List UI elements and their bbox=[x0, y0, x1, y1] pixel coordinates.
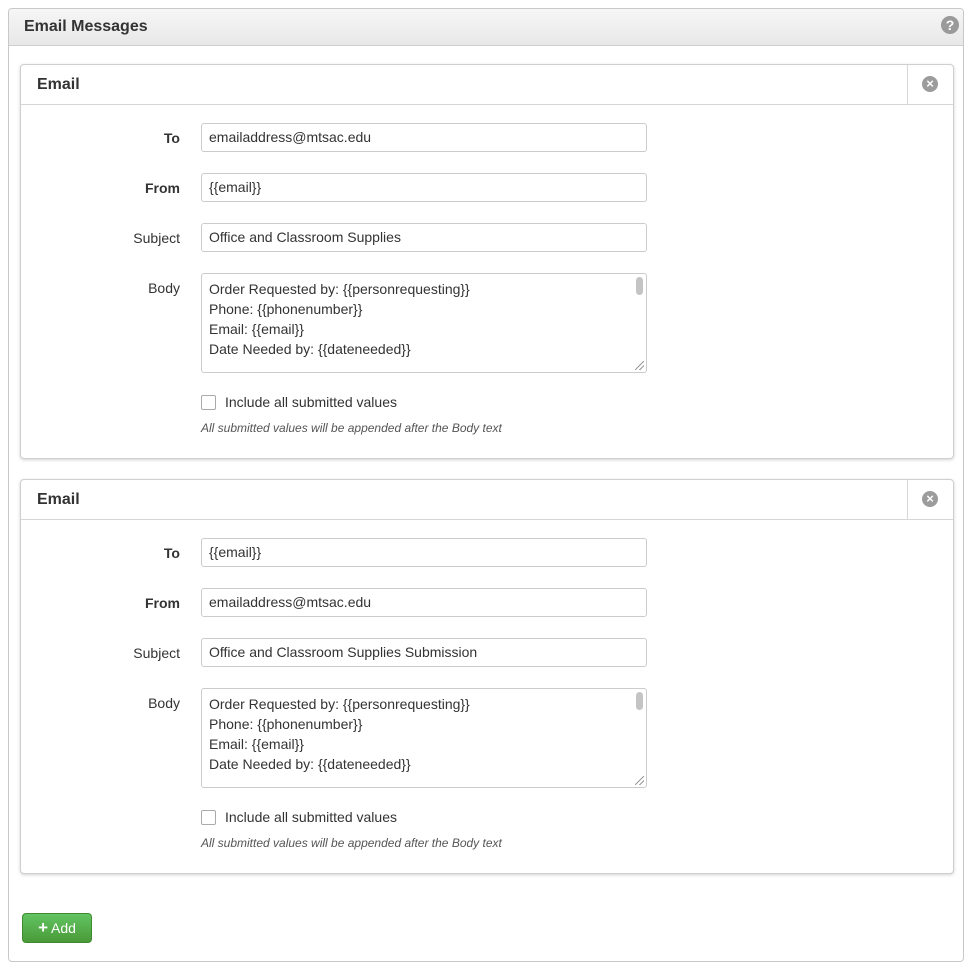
email-card bbox=[20, 479, 954, 874]
to-label: To bbox=[163, 130, 180, 146]
panel-header bbox=[9, 9, 963, 46]
email-messages-panel bbox=[8, 8, 964, 962]
to-input[interactable]: {{email}} bbox=[201, 538, 647, 567]
body-line: Date Needed by: {{dateneeded}} bbox=[209, 341, 411, 357]
remove-email-button[interactable] bbox=[907, 480, 953, 519]
include-help-text: All submitted values will be appended after the Body text bbox=[201, 836, 502, 850]
include-all-checkbox[interactable] bbox=[201, 395, 216, 410]
subject-label: Subject bbox=[133, 645, 180, 661]
remove-email-button[interactable] bbox=[907, 65, 953, 104]
body-line: Email: {{email}} bbox=[209, 321, 304, 337]
include-help-text: All submitted values will be appended after the Body text bbox=[201, 421, 502, 435]
close-icon: × bbox=[922, 76, 938, 92]
body-line: Order Requested by: {{personrequesting}} bbox=[209, 696, 470, 712]
body-textarea[interactable] bbox=[201, 688, 647, 788]
help-icon[interactable]: ? bbox=[941, 16, 959, 34]
textarea-scrollbar[interactable] bbox=[636, 692, 643, 710]
include-all-label[interactable]: Include all submitted values bbox=[225, 394, 397, 410]
add-email-button[interactable] bbox=[22, 913, 92, 943]
body-line: Email: {{email}} bbox=[209, 736, 304, 752]
email-card-title: Email bbox=[37, 76, 80, 93]
email-card bbox=[20, 64, 954, 459]
body-label: Body bbox=[148, 280, 180, 296]
from-input[interactable]: emailaddress@mtsac.edu bbox=[201, 588, 647, 617]
resize-grip-icon[interactable] bbox=[635, 361, 644, 370]
include-all-label[interactable]: Include all submitted values bbox=[225, 809, 397, 825]
body-textarea[interactable] bbox=[201, 273, 647, 373]
from-label: From bbox=[145, 180, 180, 196]
to-input[interactable]: emailaddress@mtsac.edu bbox=[201, 123, 647, 152]
subject-label: Subject bbox=[133, 230, 180, 246]
add-button-label: Add bbox=[51, 920, 76, 936]
body-line: Phone: {{phonenumber}} bbox=[209, 716, 363, 732]
to-label: To bbox=[163, 545, 180, 561]
email-card-header bbox=[21, 480, 953, 520]
include-all-checkbox[interactable] bbox=[201, 810, 216, 825]
close-icon: × bbox=[922, 491, 938, 507]
from-label: From bbox=[145, 595, 180, 611]
plus-icon: + bbox=[38, 918, 48, 937]
subject-input[interactable]: Office and Classroom Supplies bbox=[201, 223, 647, 252]
panel-title: Email Messages bbox=[24, 18, 148, 35]
email-card-title: Email bbox=[37, 491, 80, 508]
resize-grip-icon[interactable] bbox=[635, 776, 644, 785]
email-card-header bbox=[21, 65, 953, 105]
body-label: Body bbox=[148, 695, 180, 711]
body-line: Phone: {{phonenumber}} bbox=[209, 301, 363, 317]
textarea-scrollbar[interactable] bbox=[636, 277, 643, 295]
body-line: Date Needed by: {{dateneeded}} bbox=[209, 756, 411, 772]
from-input[interactable]: {{email}} bbox=[201, 173, 647, 202]
body-line: Order Requested by: {{personrequesting}} bbox=[209, 281, 470, 297]
subject-input[interactable]: Office and Classroom Supplies Submission bbox=[201, 638, 647, 667]
